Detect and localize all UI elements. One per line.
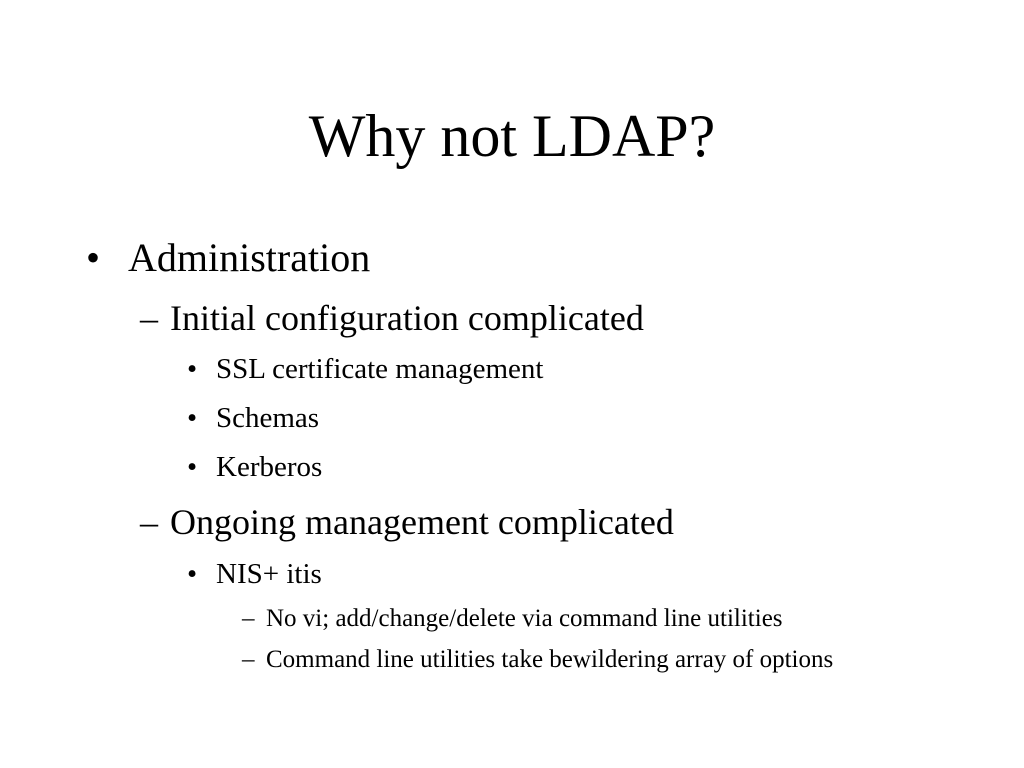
sub-sub-item-schemas: Schemas	[216, 402, 320, 434]
bullet-marker: •	[86, 235, 101, 280]
bullet-marker: •	[187, 402, 198, 434]
dash-marker: –	[140, 502, 158, 542]
sub-item-initial-configuration: Initial configuration complicated	[170, 298, 644, 338]
sub-sub-sub-item-no-vi: No vi; add/change/delete via command line utilities	[266, 605, 783, 632]
slide-title: Why not LDAP?	[308, 103, 716, 169]
bullet-item-administration: Administration	[128, 235, 371, 280]
sub-sub-item-nis-itis: NIS+ itis	[216, 558, 322, 590]
dash-marker: –	[242, 605, 255, 632]
sub-sub-item-kerberos: Kerberos	[216, 451, 323, 483]
bullet-marker: •	[187, 451, 198, 483]
dash-marker: –	[242, 646, 255, 673]
bullet-marker: •	[187, 353, 198, 385]
bullet-marker: •	[187, 558, 198, 590]
sub-sub-item-ssl: SSL certificate management	[216, 353, 544, 385]
sub-item-ongoing-management: Ongoing management complicated	[170, 502, 674, 542]
dash-marker: –	[140, 298, 158, 338]
sub-sub-sub-item-command-line-options: Command line utilities take bewildering array of options	[266, 646, 834, 673]
